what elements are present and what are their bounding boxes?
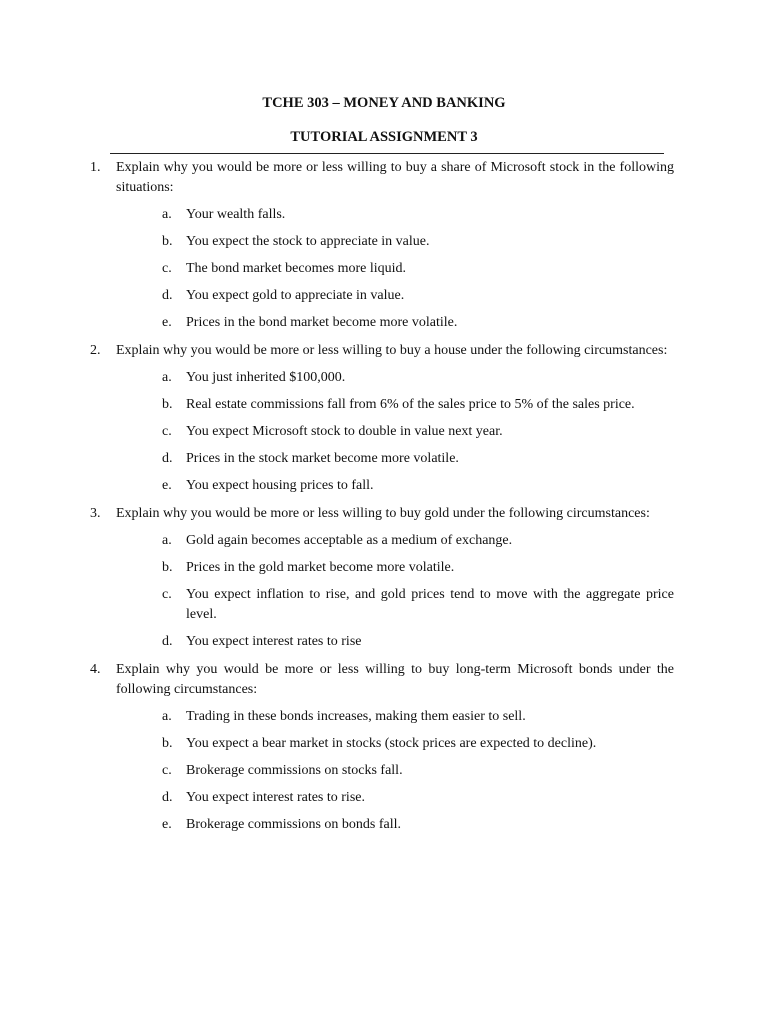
sub-item: [162, 232, 674, 252]
sub-item-letter: b.: [162, 397, 173, 412]
sub-item-text: Prices in the gold market become more volatile.: [186, 560, 455, 575]
sub-item-letter: e.: [162, 315, 172, 330]
question-text: Explain why you would be more or less willing to buy a house under the following circumstances:: [116, 343, 668, 358]
sub-item-text: Brokerage commissions on stocks fall.: [186, 763, 403, 778]
sub-item-text: You expect inflation to rise, and gold prices tend to move with the aggregate price level.: [186, 587, 674, 622]
sub-item-text: Your wealth falls.: [186, 207, 286, 222]
sub-item-text: You expect the stock to appreciate in value.: [186, 234, 430, 249]
sub-item: [162, 395, 674, 415]
sub-item: [162, 476, 674, 496]
sub-item-text: You expect a bear market in stocks (stock prices are expected to decline).: [186, 736, 597, 751]
sub-item-text: Brokerage commissions on bonds fall.: [186, 817, 402, 832]
sub-item: [162, 313, 674, 333]
sub-item-letter: d.: [162, 288, 173, 303]
question-list: [90, 158, 674, 843]
sub-item-text: Prices in the bond market become more volatile.: [186, 315, 458, 330]
sub-item-list: [162, 205, 674, 333]
sub-item-text: Real estate commissions fall from 6% of the sales price to 5% of the sales price.: [186, 397, 635, 412]
sub-item-letter: a.: [162, 533, 172, 548]
sub-item-text: You just inherited $100,000.: [186, 370, 346, 385]
sub-item-letter: a.: [162, 207, 172, 222]
sub-item-letter: c.: [162, 763, 172, 778]
sub-item: [162, 558, 674, 578]
sub-item-text: Trading in these bonds increases, making them easier to sell.: [186, 709, 526, 724]
sub-item: [162, 585, 674, 625]
sub-item: [162, 531, 674, 551]
sub-item-letter: d.: [162, 451, 173, 466]
course-title: TCHE 303 – MONEY AND BANKING: [262, 95, 506, 111]
sub-item-list: [162, 707, 674, 835]
question-text: Explain why you would be more or less willing to buy a share of Microsoft stock in the following situations:: [116, 160, 674, 195]
sub-item: [162, 734, 674, 754]
sub-item-text: You expect gold to appreciate in value.: [186, 288, 405, 303]
question-4: [90, 660, 674, 835]
sub-item: [162, 632, 674, 652]
sub-item-letter: c.: [162, 587, 172, 602]
sub-item: [162, 815, 674, 835]
sub-item: [162, 788, 674, 808]
sub-item-letter: c.: [162, 261, 172, 276]
sub-item: [162, 449, 674, 469]
question-text: Explain why you would be more or less willing to buy gold under the following circumstances:: [116, 506, 650, 521]
sub-item-text: You expect interest rates to rise.: [186, 790, 365, 805]
sub-item-letter: a.: [162, 370, 172, 385]
sub-item-letter: e.: [162, 478, 172, 493]
question-text: Explain why you would be more or less willing to buy long-term Microsoft bonds under the following circumstances:: [116, 662, 674, 697]
sub-item: [162, 368, 674, 388]
sub-item-text: You expect Microsoft stock to double in value next year.: [186, 424, 503, 439]
sub-item-list: [162, 531, 674, 652]
sub-item-text: Gold again becomes acceptable as a medium of exchange.: [186, 533, 513, 548]
sub-item-letter: a.: [162, 709, 172, 724]
sub-item-list: [162, 368, 674, 496]
question-2: [90, 341, 674, 496]
sub-item-text: Prices in the stock market become more volatile.: [186, 451, 459, 466]
question-number: 1.: [90, 160, 101, 175]
sub-item-letter: b.: [162, 234, 173, 249]
assignment-title: TUTORIAL ASSIGNMENT 3: [290, 129, 478, 145]
question-number: 2.: [90, 343, 101, 358]
sub-item-text: You expect housing prices to fall.: [186, 478, 374, 493]
sub-item-letter: c.: [162, 424, 172, 439]
question-1: [90, 158, 674, 333]
sub-item: [162, 422, 674, 442]
question-3: [90, 504, 674, 652]
sub-item: [162, 259, 674, 279]
sub-item-text: You expect interest rates to rise: [186, 634, 362, 649]
sub-item: [162, 286, 674, 306]
sub-item-letter: d.: [162, 634, 173, 649]
sub-item-letter: e.: [162, 817, 172, 832]
sub-item-letter: b.: [162, 736, 173, 751]
sub-item-text: The bond market becomes more liquid.: [186, 261, 407, 276]
title-divider: [110, 153, 664, 154]
question-number: 3.: [90, 506, 101, 521]
sub-item: [162, 205, 674, 225]
sub-item: [162, 761, 674, 781]
sub-item: [162, 707, 674, 727]
sub-item-letter: b.: [162, 560, 173, 575]
sub-item-letter: d.: [162, 790, 173, 805]
question-number: 4.: [90, 662, 101, 677]
